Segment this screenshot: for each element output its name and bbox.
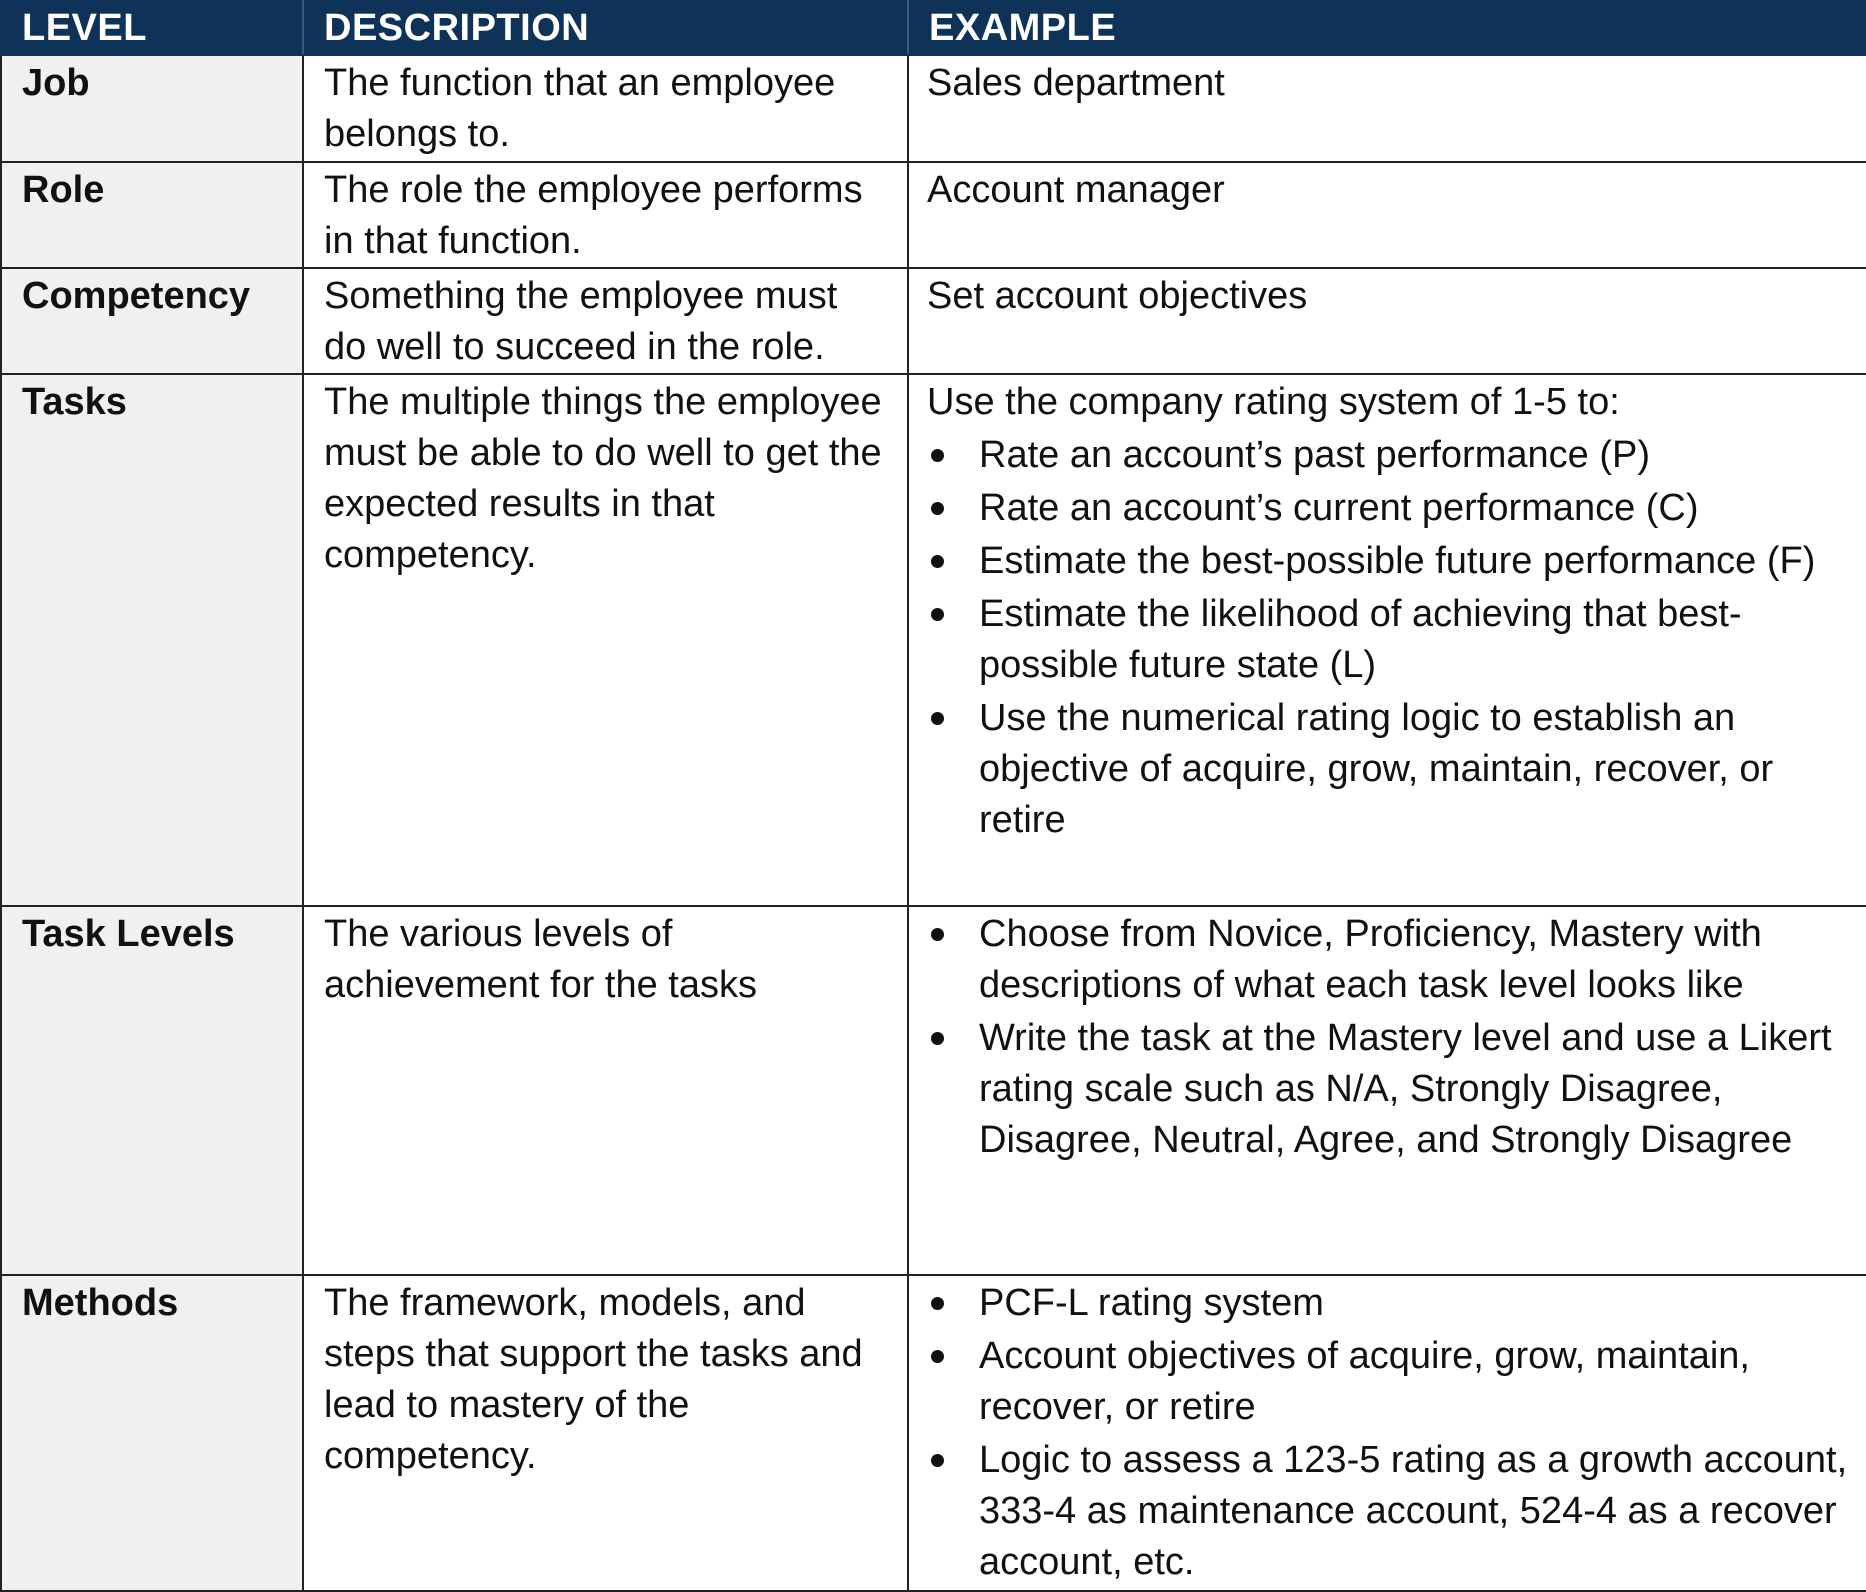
table-row: [1, 1275, 1866, 1591]
list-item: [927, 1278, 1852, 1329]
bullet-icon: [931, 608, 944, 621]
list-item: [927, 1435, 1852, 1588]
description-cell: Something the employee must do well to succeed in the role.: [303, 268, 908, 374]
example-cell: [908, 1275, 1866, 1591]
bullet-icon: [931, 1032, 944, 1045]
list-item-text: Account objectives of acquire, grow, maintain, recover, or retire: [979, 1335, 1750, 1428]
list-item: [927, 1331, 1852, 1433]
description-cell: The function that an employee belongs to.: [303, 55, 908, 162]
bullet-icon: [931, 502, 944, 515]
level-cell: Methods: [1, 1275, 303, 1591]
list-item-text: Logic to assess a 123-5 rating as a growth account, 333-4 as maintenance account, 524-4 as a recover account, etc.: [979, 1439, 1848, 1583]
table-row: [1, 55, 1866, 162]
list-item: [927, 430, 1852, 481]
bullet-icon: [931, 1454, 944, 1467]
list-item: [927, 693, 1852, 846]
example-intro: Use the company rating system of 1-5 to:: [927, 381, 1620, 423]
table-row: [1, 906, 1866, 1275]
example-cell: [908, 906, 1866, 1275]
list-item-text: Choose from Novice, Proficiency, Mastery with descriptions of what each task level looks like: [979, 913, 1762, 1006]
bullet-icon: [931, 1297, 944, 1310]
example-cell: Account manager: [908, 162, 1866, 268]
example-cell: Set account objectives: [908, 268, 1866, 374]
example-bullet-list: [927, 909, 1852, 1166]
list-item-text: Rate an account’s current performance (C): [979, 487, 1699, 529]
list-item-text: Rate an account’s past performance (P): [979, 434, 1650, 476]
example-bullet-list: [927, 1278, 1852, 1588]
bullet-icon: [931, 928, 944, 941]
description-cell: The various levels of achievement for the tasks: [303, 906, 908, 1275]
list-item-text: Write the task at the Mastery level and use a Likert rating scale such as N/A, Strongly Disagree, Disagree, Neutral, Agree, and Strongly Disagree: [979, 1017, 1832, 1161]
description-cell: The multiple things the employee must be able to do well to get the expected results in that competency.: [303, 374, 908, 906]
list-item-text: Estimate the likelihood of achieving that best-possible future state (L): [979, 593, 1742, 686]
header-example: EXAMPLE: [908, 1, 1866, 55]
table-row: [1, 268, 1866, 374]
list-item: [927, 909, 1852, 1011]
table-row: [1, 162, 1866, 268]
example-bullet-list: [927, 430, 1852, 846]
list-item: [927, 589, 1852, 691]
bullet-icon: [931, 555, 944, 568]
level-cell: Tasks: [1, 374, 303, 906]
level-cell: Competency: [1, 268, 303, 374]
description-cell: The role the employee performs in that function.: [303, 162, 908, 268]
level-cell: Task Levels: [1, 906, 303, 1275]
description-cell: The framework, models, and steps that support the tasks and lead to mastery of the competency.: [303, 1275, 908, 1591]
bullet-icon: [931, 1350, 944, 1363]
list-item: [927, 483, 1852, 534]
header-description: DESCRIPTION: [303, 1, 908, 55]
list-item-text: Estimate the best-possible future performance (F): [979, 540, 1816, 582]
list-item: [927, 536, 1852, 587]
list-item-text: Use the numerical rating logic to establish an objective of acquire, grow, maintain, recover, or retire: [979, 697, 1774, 841]
table-row: [1, 374, 1866, 906]
list-item-text: PCF-L rating system: [979, 1282, 1324, 1324]
example-cell: [908, 374, 1866, 906]
level-cell: Role: [1, 162, 303, 268]
level-cell: Job: [1, 55, 303, 162]
bullet-icon: [931, 712, 944, 725]
bullet-icon: [931, 449, 944, 462]
example-cell: Sales department: [908, 55, 1866, 162]
header-row: [1, 1, 1866, 55]
header-level: LEVEL: [1, 1, 303, 55]
list-item: [927, 1013, 1852, 1166]
